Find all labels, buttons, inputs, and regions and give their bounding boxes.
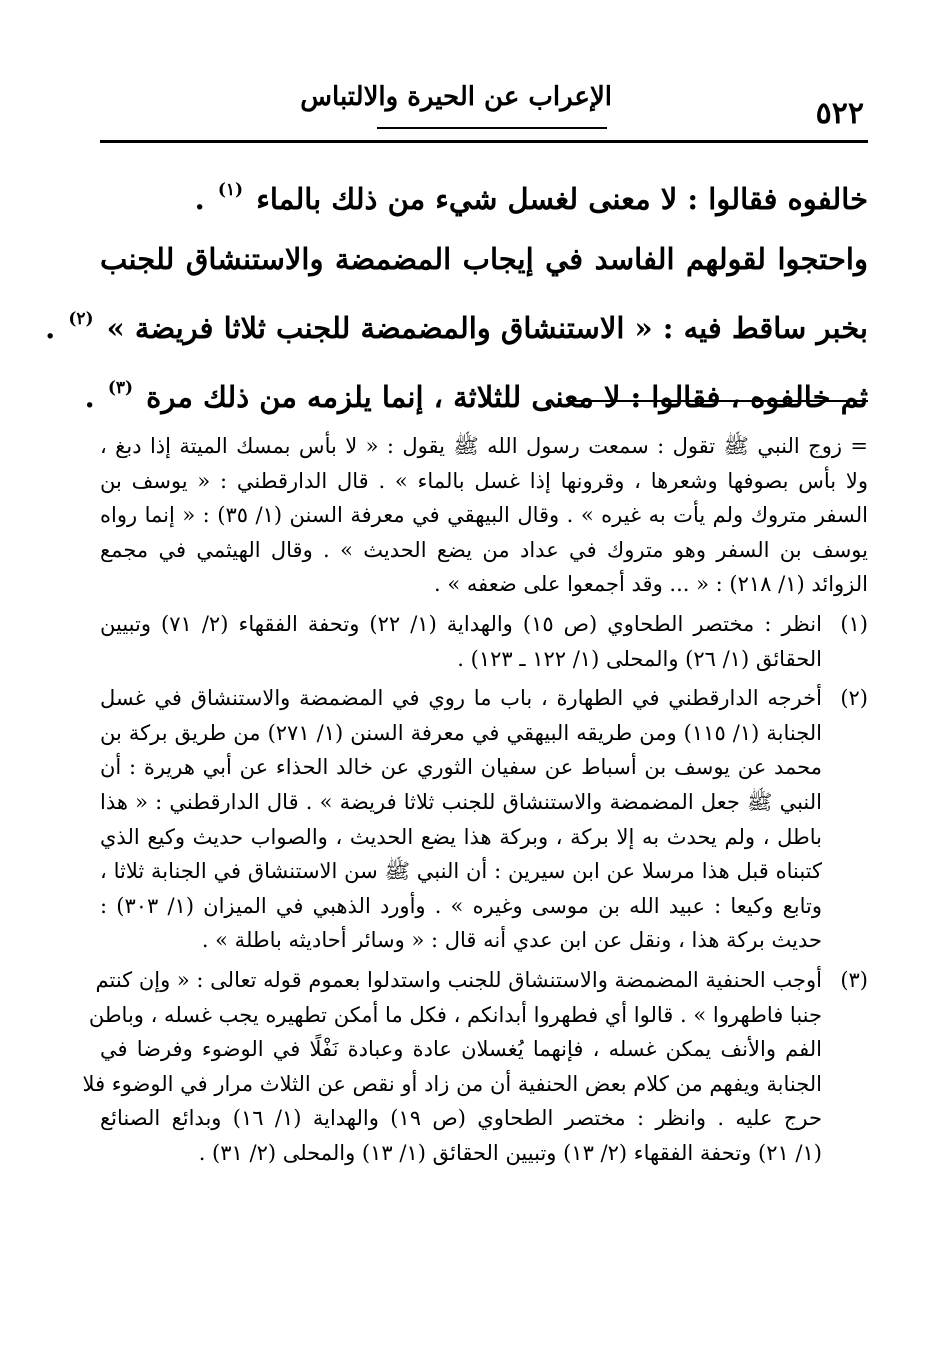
page-number: ٥٢٢ — [815, 96, 864, 131]
footnote-line: جنبا فاطهروا » . قالوا أي فطهروا أبدانكم ، فكل ما أمكن تطهيره يجب غسله ، وباطن — [88, 1002, 822, 1027]
main-line-1: خالفوه فقالوا : لا معنى لغسل شيء من ذلك بالماء $^{(١)}$ . — [194, 180, 868, 216]
footnote-line: الجنابة ويفهم من كلام بعض الحنفية أن من زاد أو نقص عن الثلاث مرار في الوضوء فلا — [82, 1071, 822, 1096]
header-rule — [100, 140, 868, 143]
footnote-line: = زوج النبي ﷺ تقول : سمعت رسول الله ﷺ يقول : « لا بأس بمسك الميتة إذا دبغ ، — [100, 434, 868, 458]
footnote-continuation — [100, 429, 868, 602]
footnote-number: (٢) — [840, 686, 868, 711]
footnote-line: باطل ، ولم يحدث به إلا بركة ، وبركة هذا يضع الحديث ، والصواب حديث وكيع الذي — [100, 824, 822, 849]
footnote-1 — [100, 607, 868, 676]
main-text — [45, 160, 868, 427]
footnote-line: ولا بأس بصوفها وشعرها ، وقرونها إذا غسل بالماء » . قال الدارقطني : « يوسف بن — [100, 468, 868, 493]
footnote-line: وتابع وكيعا : عبيد الله بن موسى وغيره » . وأورد الذهبي في الميزان (١/ ٣٠٣) : — [100, 893, 822, 918]
footnote-line: الفم والأنف يمكن غسله ، فإنهما يُغسلان عادة وعبادة نَفْلًا في الوضوء وفرضا في — [100, 1037, 822, 1062]
main-line-2: واحتجوا لقولهم الفاسد في إيجاب المضمضة والاستنشاق للجنب — [100, 242, 868, 276]
main-line-3: بخبر ساقط فيه : « الاستنشاق والمضمضة للجنب ثلاثا فريضة » $^{(٢)}$ . — [45, 309, 868, 345]
main-line-4: ثم خالفوه ، فقالوا : لا معنى للثلاثة ، إنما يلزمه من ذلك مرة $^{(٣)}$ . — [84, 378, 868, 414]
footnote-line: الزوائد (١/ ٢١٨) : « ... وقد أجمعوا على ضعفه » . — [434, 572, 868, 597]
footnote-line: حديث بركة هذا ، ونقل عن ابن عدي أنه قال : « وسائر أحاديثه باطلة » . — [201, 928, 822, 953]
running-header-title — [300, 82, 612, 142]
footnote-line: الحقائق (١/ ٢٦) والمحلى (١/ ١٢٢ ـ ١٢٣) . — [457, 646, 822, 671]
footnotes — [82, 425, 868, 1170]
footnote-3 — [82, 963, 868, 1171]
footnote-line: محمد عن يوسف بن أسباط عن سفيان الثوري عن خالد الحذاء عن أبي هريرة : أن — [100, 755, 822, 780]
footnote-line: حرج عليه . وانظر : مختصر الطحاوي (ص ١٩) والهداية (١/ ١٦) وبدائع الصنائع — [100, 1106, 822, 1131]
footnote-number: (٣) — [840, 967, 868, 992]
footnote-line: أوجب الحنفية المضمضة والاستنشاق للجنب واستدلوا بعموم قوله تعالى : « وإن كنتم — [95, 967, 822, 992]
footnote-number: (١) — [840, 611, 868, 636]
footnote-ref-1: (١) — [217, 180, 244, 200]
footnote-2 — [100, 681, 868, 958]
footnote-ref-2: (٢) — [68, 309, 94, 329]
footnote-separator — [570, 400, 868, 402]
footnote-line: السفر متروك ولم يأت به غيره » . وقال البيهقي في معرفة السنن (١/ ٣٥) : « إنما رواه — [100, 503, 868, 528]
footnote-line: (١/ ٢١) وتحفة الفقهاء (٢/ ١٣) وتبيين الحقائق (١/ ١٣) والمحلى (٢/ ٣١) . — [198, 1140, 822, 1165]
footnote-line: أخرجه الدارقطني في الطهارة ، باب ما روي في المضمضة والاستنشاق في غسل — [100, 686, 822, 711]
footnote-line: النبي ﷺ جعل المضمضة والاستنشاق للجنب ثلاثا فريضة » . قال الدارقطني : « هذا — [100, 789, 822, 814]
footnote-line: الجنابة (١/ ١١٥) ومن طريقه البيهقي في معرفة السنن (١/ ٢٧١) من طريق بركة بن — [100, 720, 822, 745]
footnote-line: كتبناه قبل هذا مرسلا عن ابن سيرين : أن النبي ﷺ سن الاستنشاق في الجنابة ثلاثا ، — [100, 859, 822, 884]
footnote-line: يوسف بن السفر وهو متروك في عداد من يضع الحديث » . وقال الهيثمي في مجمع — [100, 537, 868, 562]
footnote-line: انظر : مختصر الطحاوي (ص ١٥) والهداية (١/ ٢٢) وتحفة الفقهاء (٢/ ٧١) وتبيين — [100, 611, 822, 636]
header-title-text: الإعراب عن الحيرة والالتباس — [300, 82, 612, 112]
header-ornament-icon — [377, 127, 607, 135]
footnote-ref-3: (٣) — [107, 378, 134, 398]
